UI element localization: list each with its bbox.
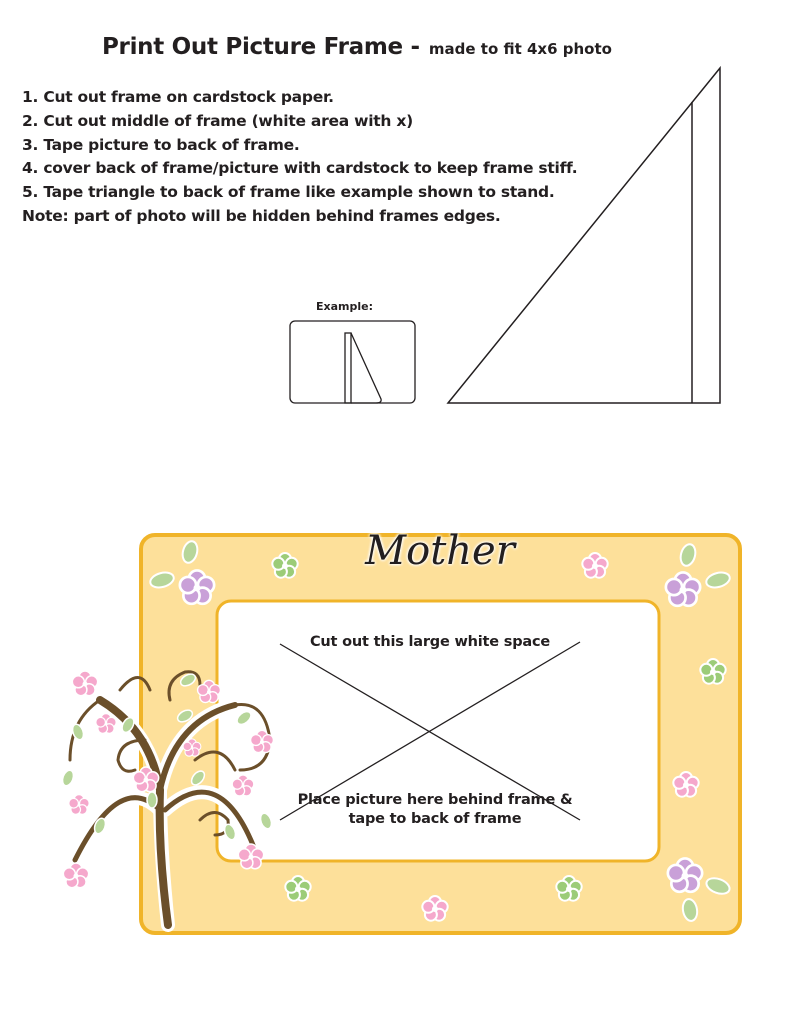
instruction-step: 1. Cut out frame on cardstock paper. bbox=[22, 88, 334, 106]
place-picture-instruction bbox=[270, 791, 600, 829]
instruction-step: 5. Tape triangle to back of frame like example shown to stand. bbox=[22, 183, 555, 202]
cutout-instruction: Cut out this large white space bbox=[309, 634, 550, 650]
title-main: Print Out Picture Frame - bbox=[102, 34, 420, 60]
title-subtitle: made to fit 4x6 photo bbox=[428, 40, 612, 58]
example-label: Example: bbox=[316, 300, 373, 313]
frame-heading: Mother bbox=[365, 528, 515, 574]
instruction-step: 4. cover back of frame/picture with cardstock to keep frame stiff. bbox=[22, 159, 578, 178]
place-text-line2: tape to back of frame bbox=[348, 811, 522, 827]
instruction-step: 2. Cut out middle of frame (white area with x) bbox=[22, 111, 413, 130]
instruction-step: 3. Tape picture to back of frame. bbox=[22, 135, 300, 154]
instruction-note: Note: part of photo will be hidden behind frames edges. bbox=[22, 206, 501, 225]
place-text-line1: Place picture here behind frame & bbox=[297, 792, 573, 808]
